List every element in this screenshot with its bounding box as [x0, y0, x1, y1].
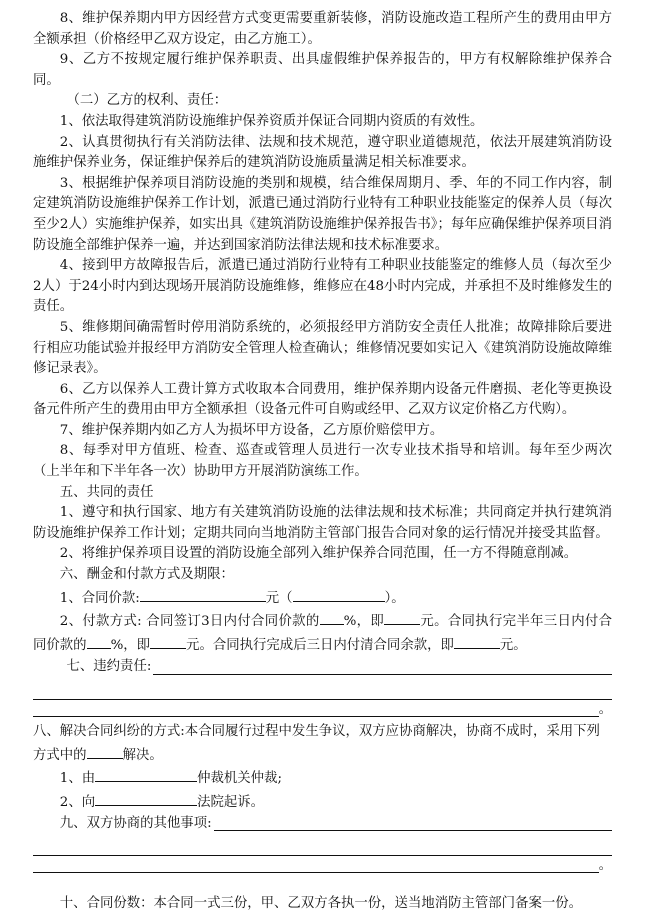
- clause-b-8: 8、每季对甲方值班、检查、巡查或管理人员进行一次专业技术指导和培训。每年至少两次（上半年和下半年各一次）协助甲方开展消防演练工作。: [33, 443, 612, 480]
- section-9-row: [33, 814, 612, 835]
- clause-b-2: 2、认真贯彻执行有关消防法律、法规和技术规范，遵守职业道德规范，依法开展建筑消防设施维护保养业务，保证维护保养后的建筑消防设施质量满足相关标准要求。: [33, 134, 612, 171]
- payment-percent-1-field[interactable]: [320, 609, 344, 625]
- other-matters-line-3[interactable]: [33, 857, 599, 873]
- price-close: ）。: [384, 590, 405, 606]
- section-6-title: 六、酬金和付款方式及期限：: [59, 567, 234, 583]
- payment-amount-1-field[interactable]: [384, 609, 420, 625]
- section-8-intro: 八、解决合同纠纷的方式:本合同履行过程中发生争议，双方应协商解决，协商不成时，采用下列方式中的: [33, 724, 600, 763]
- breach-liability-row-3: [33, 700, 612, 721]
- option-2-prefix: 2、向: [59, 794, 96, 810]
- clause-a-9: 9、乙方不按规定履行维护保养职责、出具虚假维护保养报告的，甲方有权解除维护保养合同。: [33, 52, 612, 88]
- payment-percent-2-field[interactable]: [87, 633, 111, 649]
- section-8-text: [33, 722, 612, 766]
- section-5-title: 五、共同的责任: [59, 484, 154, 500]
- section-b-title: （二）乙方的权利、责任：: [66, 93, 228, 109]
- payment-terms: [33, 609, 612, 656]
- clause-b-3: 3、根据维护保养项目消防设施的类别和规模，结合维保周期月、季、年的不同工作内容，制定建筑消防设施维护保养工作计划，派遣已通过消防行业特有工种职业技能鉴定的保养人员（每次至少2人）实施维护保养，如实出具《建筑消防设施维护保养报告书》；每年应确保维护保养项目消防设施全部维护保养一遍，并达到国家消防法律法规和技术标准要求。: [33, 175, 612, 253]
- arbitration-body-field[interactable]: [95, 766, 197, 782]
- court-field[interactable]: [95, 790, 197, 806]
- clause-b-1: 1、依法取得建筑消防设施维护保养资质并保证合同期内资质的有效性。: [59, 113, 484, 129]
- option-2-suffix: 法院起诉。: [197, 794, 265, 810]
- other-matters-field[interactable]: [214, 815, 612, 831]
- price-label: 1、合同价款:: [59, 590, 140, 606]
- clause-b-7: 7、维护保养期内如乙方人为损坏甲方设备，乙方原价赔偿甲方。: [59, 422, 444, 438]
- dispute-option-2: [33, 790, 612, 814]
- dispute-option-1: [33, 766, 612, 790]
- clause-5-1: 1、遵守和执行国家、地方有关建筑消防设施的法律法规和技术标准；共同商定并执行建筑消防设施维护保养工作计划；定期共同向当地消防主管部门报告合同对象的运行情况并接受其监督。: [33, 505, 612, 541]
- breach-period: 。: [598, 701, 612, 717]
- payment-text-1: 2、付款方式: 合同签订3日内付合同价款的: [59, 614, 320, 630]
- other-matters-period: 。: [598, 857, 612, 873]
- payment-balance-field[interactable]: [454, 633, 500, 649]
- clause-b-5: 5、维修期间确需暂时停用消防系统的，必须报经甲方消防安全责任人批准；故障排除后要进行相应功能试验并报经甲方消防安全管理人检查确认；维修情况要如实记入《建筑消防设施故障维修记录表》。: [33, 319, 612, 377]
- section-7-row: [33, 657, 612, 678]
- other-matters-row-3: [33, 856, 612, 877]
- payment-text-3: 元。合同执行完半年三日内付合同价款的: [33, 614, 612, 653]
- price-yuan: 元（: [265, 590, 293, 606]
- clause-b-6: 6、乙方以保养人工费计算方式收取本合同费用，维护保养期内设备元件磨损、老化等更换设备元件所产生的费用由甲方全额承担（设备元件可自购或经甲、乙双方议定价格乙方代购）。: [33, 381, 612, 418]
- section-9-title: 九、双方协商的其他事项:: [59, 815, 212, 831]
- spacer: [33, 876, 612, 894]
- section-10: 十、合同份数：本合同一式三份，甲、乙双方各执一份，送当地消防主管部门备案一份。: [59, 896, 583, 912]
- dispute-method-field[interactable]: [87, 743, 123, 759]
- payment-text-6: 元。: [499, 637, 527, 653]
- clause-a-8: 8、维护保养期内甲方因经营方式变更需要重新装修，消防设施改造工程所产生的费用由甲方全额承担（价格经甲乙双方设定，由乙方施工）。: [33, 11, 612, 47]
- price-amount-field[interactable]: [140, 586, 266, 602]
- payment-text-2: %，即: [343, 614, 385, 630]
- payment-text-4: %，即: [110, 637, 151, 653]
- option-1-prefix: 1、由: [59, 771, 96, 787]
- clause-5-2: 2、将维护保养项目设置的消防设施全部列入维护保养合同范围，任一方不得随意削减。: [59, 546, 578, 562]
- section-7-title: 七、违约责任:: [66, 659, 152, 675]
- other-matters-line-2[interactable]: [33, 834, 612, 856]
- option-1-suffix: 仲裁机关仲裁;: [197, 771, 282, 787]
- price-line: [33, 586, 612, 610]
- payment-text-5: 元。合同执行完成后三日内付清合同余款，即: [186, 637, 454, 653]
- payment-amount-2-field[interactable]: [150, 633, 186, 649]
- price-words-field[interactable]: [293, 586, 385, 602]
- breach-liability-field[interactable]: [153, 659, 612, 675]
- clause-b-4: 4、接到甲方故障报告后，派遣已通过消防行业特有工种职业技能鉴定的维修人员（每次至少2人）于24小时内到达现场开展消防设施维修，维修应在48小时内完成，并承担不及时维修发生的责任。: [33, 258, 612, 315]
- breach-liability-line-3[interactable]: [33, 701, 599, 717]
- section-8-suffix: 解决。: [122, 747, 163, 763]
- breach-liability-line-2[interactable]: [33, 678, 612, 700]
